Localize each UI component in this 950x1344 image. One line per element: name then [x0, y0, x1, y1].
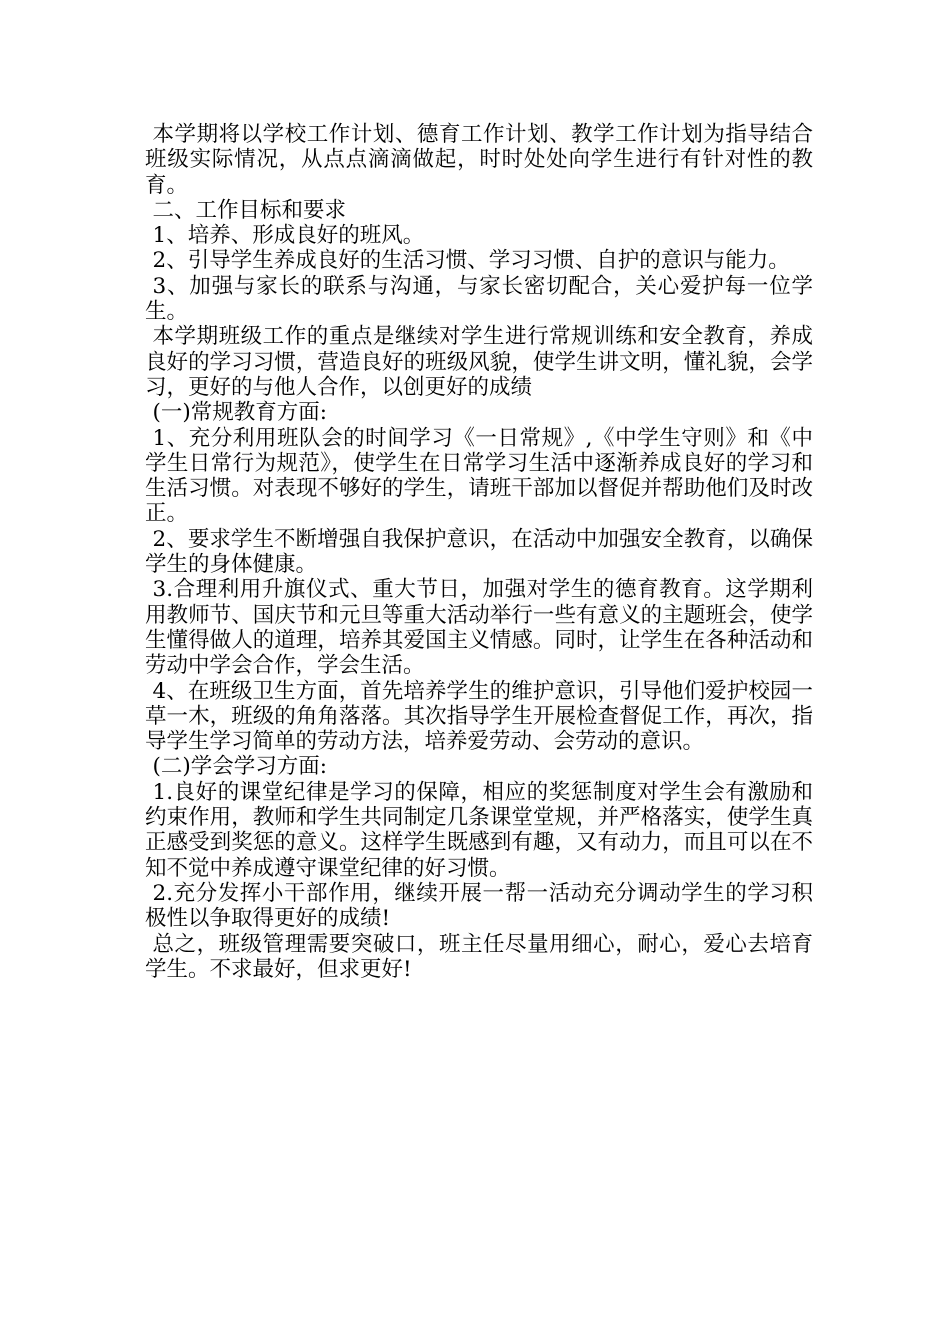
learning-item-1: 1.良好的课堂纪律是学习的保障，相应的奖惩制度对学生会有激励和约束作用，教师和学生共同制定几条课堂堂规，并严格落实，使学生真正感受到奖惩的意义。这样学生既感到有趣，又有动力，而且可以在不知不觉中养成遵守课堂纪律的好习惯。	[145, 779, 813, 881]
subsection-heading-routine: (一)常规教育方面:	[152, 400, 328, 426]
goal-item-3: 3、加强与家长的联系与沟通，与家长密切配合，关心爱护每一位学生。	[145, 273, 813, 325]
routine-item-3: 3.合理利用升旗仪式、重大节日，加强对学生的德育教育。这学期利用教师节、国庆节和元旦等重大活动举行一些有意义的主题班会，使学生懂得做人的道理，培养其爱国主义情感。同时，让学生在各种活动和劳动中学会合作，学会生活。	[145, 577, 813, 679]
routine-item-1: 1、充分利用班队会的时间学习《一日常规》,《中学生守则》和《中学生日常行为规范》，使学生在日常学习生活中逐渐养成良好的学习和生活习惯。对表现不够好的学生，请班干部加以督促并帮助他们及时改正。	[145, 425, 813, 527]
paragraph-intro: 本学期将以学校工作计划、德育工作计划、教学工作计划为指导结合班级实际情况，从点点滴滴做起，时时处处向学生进行有针对性的教育。	[145, 122, 813, 198]
document-body	[145, 122, 813, 982]
paragraph-focus: 本学期班级工作的重点是继续对学生进行常规训练和安全教育，养成良好的学习习惯，营造良好的班级风貌，使学生讲文明，懂礼貌，会学习，更好的与他人合作，以创更好的成绩	[145, 324, 813, 400]
section-heading-goals: 二、工作目标和要求	[152, 197, 347, 223]
goal-item-2: 2、引导学生养成良好的生活习惯、学习习惯、自护的意识与能力。	[152, 248, 790, 274]
subsection-heading-learning: (二)学会学习方面:	[152, 754, 328, 780]
paragraph-conclusion: 总之，班级管理需要突破口，班主任尽量用细心，耐心，爱心去培育学生。不求最好，但求更好!	[145, 931, 813, 982]
routine-item-4: 4、在班级卫生方面，首先培养学生的维护意识，引导他们爱护校园一草一木，班级的角角落落。其次指导学生开展检查督促工作，再次，指导学生学习简单的劳动方法，培养爱劳动、会劳动的意识。	[145, 678, 813, 755]
routine-item-2: 2、要求学生不断增强自我保护意识，在活动中加强安全教育，以确保学生的身体健康。	[145, 526, 813, 578]
learning-item-2: 2.充分发挥小干部作用，继续开展一帮一活动充分调动学生的学习积极性以争取得更好的成绩!	[145, 880, 813, 932]
goal-item-1: 1、培养、形成良好的班风。	[152, 223, 425, 249]
